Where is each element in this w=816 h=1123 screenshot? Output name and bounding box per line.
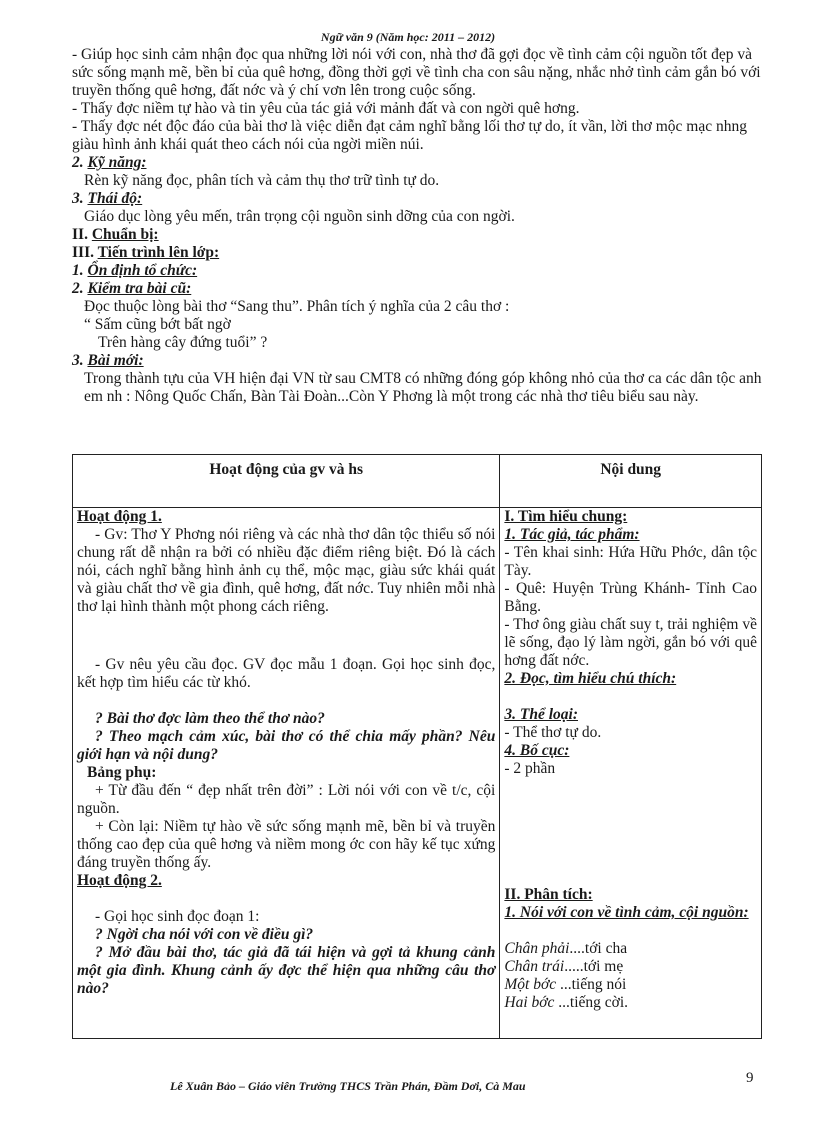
col-header-content: Nội dung [500,455,762,508]
verse-line: Chân trái.....tới mẹ [504,958,624,975]
page-header: Ngữ văn 9 (Năm học: 2011 – 2012) [320,30,496,44]
table-header-row [73,455,762,508]
attitude-heading: 3. Thái độ: [72,190,143,207]
subsection-heading: 3. Thể loại: [504,706,578,723]
content-cell [500,508,762,1039]
col-header-activities: Hoạt động của gv và hs [73,455,500,508]
content-item: - Tên khai sinh: Hứa Hữu Phớc, dân tộc Tày. [504,544,757,579]
page-number: 9 [746,1070,754,1086]
content-item: - 2 phần [504,760,556,777]
content-item: - Quê: Huyện Trùng Khánh- Tỉnh Cao Bằng. [504,580,757,615]
gv-intro: - Gv: Thơ Y Phơng nói riêng và các nhà thơ dân tộc thiểu số nói chung rất dễ nhận ra bởi có nhiều đặc điểm riêng biệt. Đó là cách nói, cách nghĩ bằng hình ảnh cụ thể, mộc mạc, giàu sức khái quát và giàu chất thơ về gia đình, quê hơng, đất nớc. Tuy nhiên mỗi nhà thơ lại hình thành một phong cách riêng. [77,526,496,615]
check-line: Đọc thuộc lòng bài thơ “Sang thu”. Phân tích ý nghĩa của 2 câu thơ : [84,298,510,315]
process-heading: III. Tiến trình lên lớp: [72,244,220,261]
gv-call: - Gọi học sinh đọc đoạn 1: [95,908,260,925]
step2-heading: 2. Kiểm tra bài cũ: [72,280,192,297]
verse-line: Hai bớc ...tiếng cời. [504,994,629,1011]
verse-line: Chân phải....tới cha [504,940,628,957]
skills-text: Rèn kỹ năng đọc, phân tích và cảm thụ thơ trữ tình tự do. [84,172,440,189]
intro-paragraph: - Thấy đợc nét độc đáo của bài thơ là việc diễn đạt cảm nghĩ bằng lối thơ tự do, ít vần, lời thơ mộc mạc nhng giàu hình ảnh khái quát theo cách nói của ngời miền núi. [72,118,747,153]
subsection-heading: 1. Tác giả, tác phẩm: [504,526,640,543]
intro-paragraph: - Thấy đợc niềm tự hào và tin yêu của tác giả với mảnh đất và con ngời quê hơng. [72,100,580,117]
verse-line: Một bớc ...tiếng nói [504,976,627,993]
lesson-table [72,454,762,1039]
subsection-heading: 2. Đọc, tìm hiểu chú thích: [504,670,677,687]
activity1-title: Hoạt động 1. [77,508,162,525]
check-line: “ Sấm cũng bớt bất ngờ [84,316,231,333]
intro-paragraph: - Giúp học sinh cảm nhận đọc qua những lời nói với con, nhà thơ đã gợi đọc về tình cảm cội nguồn tốt đẹp và sức sống mạnh mẽ, bền bỉ của quê hơng, đồng thời gợi về tình cha con sâu nặng, nhắc nhở tình cảm gắn bó với truyền thống quê hơng, đất nớc và ý chí vơn lên trong cuộc sống. [72,46,761,99]
section-heading: I. Tìm hiểu chung: [504,508,628,525]
new-lesson-text: Trong thành tựu của VH hiện đại VN từ sau CMT8 có những đóng góp không nhỏ của thơ ca các dân tộc anh em nh : Nông Quốc Chấn, Bàn Tài Đoàn...Còn Y Phơng là một trong các nhà thơ tiêu biểu sau này. [84,370,762,405]
subsection-heading: 1. Nói với con về tình cảm, cội nguồn: [504,904,749,921]
attitude-text: Giáo dục lòng yêu mến, trân trọng cội nguồn sinh dỡng của con ngời. [84,208,515,225]
check-line: Trên hàng cây đứng tuổi” ? [98,334,268,351]
question: ? Bài thơ đợc làm theo thể thơ nào? [95,710,325,727]
activities-cell [73,508,500,1039]
question: ? Mở đầu bài thơ, tác giả đã tái hiện và gợi tả khung cảnh một gia đình. Khung cảnh ấy đợc thể hiện qua những câu thơ nào? [77,944,496,997]
document-body [72,46,762,406]
step3-heading: 3. Bài mới: [72,352,144,369]
board-item: + Còn lại: Niềm tự hào về sức sống mạnh mẽ, bền bỉ và truyền thống cao đẹp của quê hơng và niềm mong ớc con hãy kế tục xứng đáng truyền thống ấy. [77,818,496,871]
board-item: + Từ đầu đến “ đẹp nhất trên đời” : Lời nói với con về t/c, cội nguồn. [77,782,496,817]
board-label: Bảng phụ: [87,764,157,781]
section-heading: II. Phân tích: [504,886,593,903]
table-row [73,508,762,1039]
content-item: - Thể thơ tự do. [504,724,602,741]
activity2-title: Hoạt động 2. [77,872,162,889]
step1-heading: 1. Ổn định tổ chức: [72,262,198,279]
skills-heading: 2. Kỹ năng: [72,154,147,171]
page-footer: Lê Xuân Bảo – Giáo viên Trường THCS Trần Phán, Đầm Dơi, Cà Mau [170,1079,526,1093]
question: ? Theo mạch cảm xúc, bài thơ có thể chia mấy phần? Nêu giới hạn và nội dung? [77,728,496,763]
gv-reading: - Gv nêu yêu cầu đọc. GV đọc mẫu 1 đoạn. Gọi học sinh đọc, kết hợp tìm hiểu các từ khó. [77,656,496,691]
subsection-heading: 4. Bố cục: [504,742,570,759]
prep-heading: II. Chuẩn bị: [72,226,159,243]
question: ? Ngời cha nói với con về điều gì? [95,926,314,943]
content-item: - Thơ ông giàu chất suy t, trải nghiệm về lẽ sống, đạo lý làm ngời, gắn bó với quê hơng đất nớc. [504,616,757,669]
